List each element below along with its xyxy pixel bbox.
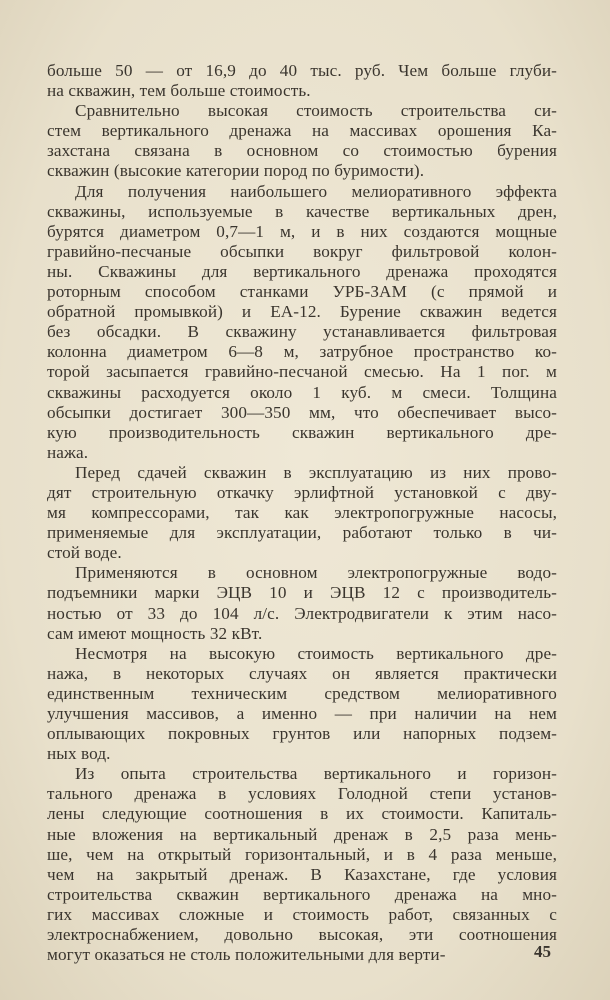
text-line: нажа, в некоторых случаях он является практически xyxy=(47,663,557,683)
text-line: мя компрессорами, так как электропогружные насосы, xyxy=(47,503,557,523)
text-line: роторным способом станками УРБ-ЗАМ (с прямой и xyxy=(47,282,557,302)
text-line: гих массивах сложные и стоимость работ, связанных с xyxy=(47,904,557,924)
text-line: единственным техническим средством мелиоративного xyxy=(47,683,557,703)
text-line: электроснабжением, довольно высокая, эти соотношения xyxy=(47,925,557,945)
text-line: ше, чем на открытый горизонтальный, и в 4 раза меньше, xyxy=(47,844,557,864)
paragraph xyxy=(47,463,557,563)
text-line: дят строительную откачку эрлифтной установкой с дву- xyxy=(47,482,557,502)
paragraph xyxy=(47,563,557,643)
text-line: обратной промывкой) и ЕА-12. Бурение скважин ведется xyxy=(47,302,557,322)
text-line: Для получения наибольшего мелиоративного эффекта xyxy=(75,181,557,201)
paragraph xyxy=(47,182,557,463)
text-line: нажа. xyxy=(47,442,89,462)
text-line: Несмотря на высокую стоимость вертикального дре- xyxy=(75,643,557,663)
text-line: кую производительность скважин вертикального дре- xyxy=(47,422,557,442)
text-line: колонна диаметром 6—8 м, затрубное пространство ко- xyxy=(47,342,557,362)
text-line: обсыпки достигает 300—350 мм, что обеспечивает высо- xyxy=(47,402,557,422)
paragraph xyxy=(47,644,557,765)
text-line: ностью от 33 до 104 л/с. Электродвигатели к этим насо- xyxy=(47,603,557,623)
text-line: скважин (высокие категории пород по буримости). xyxy=(47,161,425,181)
text-line: могут оказаться не столь положительными для верти- xyxy=(47,945,446,965)
text-line: тального дренажа в условиях Голодной степи установ- xyxy=(47,784,557,804)
text-line: торой засыпается гравийно-песчаной смесью. На 1 пог. м xyxy=(47,362,557,382)
text-line: лены следующие соотношения в их стоимости. Капиталь- xyxy=(47,804,557,824)
text-line: бурятся диаметром 0,7—1 м, и в них создаются мощные xyxy=(47,221,557,241)
text-line: чем на закрытый дренаж. В Казахстане, где условия xyxy=(47,864,557,884)
text-line: без обсадки. В скважину устанавливается фильтровая xyxy=(47,322,557,342)
text-line: улучшения массивов, а именно — при наличии на нем xyxy=(47,704,557,723)
text-line: гравийно-песчаные обсыпки вокруг фильтровой колон- xyxy=(47,241,557,261)
text-line: стем вертикального дренажа на массивах орошения Ка- xyxy=(47,121,557,141)
text-line: на скважин, тем больше стоимость. xyxy=(47,81,311,101)
text-line: больше 50 — от 16,9 до 40 тыс. руб. Чем больше глуби- xyxy=(47,61,557,80)
text-line: захстана связана в основном со стоимостью бурения xyxy=(47,141,557,161)
paragraph xyxy=(47,764,557,965)
text-line: подъемники марки ЭЦВ 10 и ЭЦВ 12 с производитель- xyxy=(47,583,557,603)
page-number: 45 xyxy=(534,942,551,961)
text-line: оплывающих покровных грунтов или напорных подзем- xyxy=(47,724,557,744)
text-line: ных вод. xyxy=(47,744,111,764)
text-line: скважины расходуется около 1 куб. м смеси. Толщина xyxy=(47,382,557,402)
page-text xyxy=(47,61,557,965)
text-line: строительства скважин вертикального дренажа на мно- xyxy=(47,884,557,904)
text-line: сам имеют мощность 32 кВт. xyxy=(47,623,263,643)
text-line: Применяются в основном электропогружные водо- xyxy=(75,563,557,583)
paragraph xyxy=(47,61,557,101)
text-line: Из опыта строительства вертикального и горизон- xyxy=(75,764,557,784)
text-line: ные вложения на вертикальный дренаж в 2,5 раза мень- xyxy=(47,824,557,844)
text-line: ны. Скважины для вертикального дренажа проходятся xyxy=(47,261,557,281)
text-line: стой воде. xyxy=(47,543,122,563)
text-line: Перед сдачей скважин в эксплуатацию из них прово- xyxy=(75,462,557,482)
text-line: скважины, используемые в качестве вертикальных дрен, xyxy=(47,201,557,221)
text-line: Сравнительно высокая стоимость строительства си- xyxy=(75,101,557,121)
text-line: применяемые для эксплуатации, работают только в чи- xyxy=(47,523,557,543)
paragraph xyxy=(47,101,557,181)
